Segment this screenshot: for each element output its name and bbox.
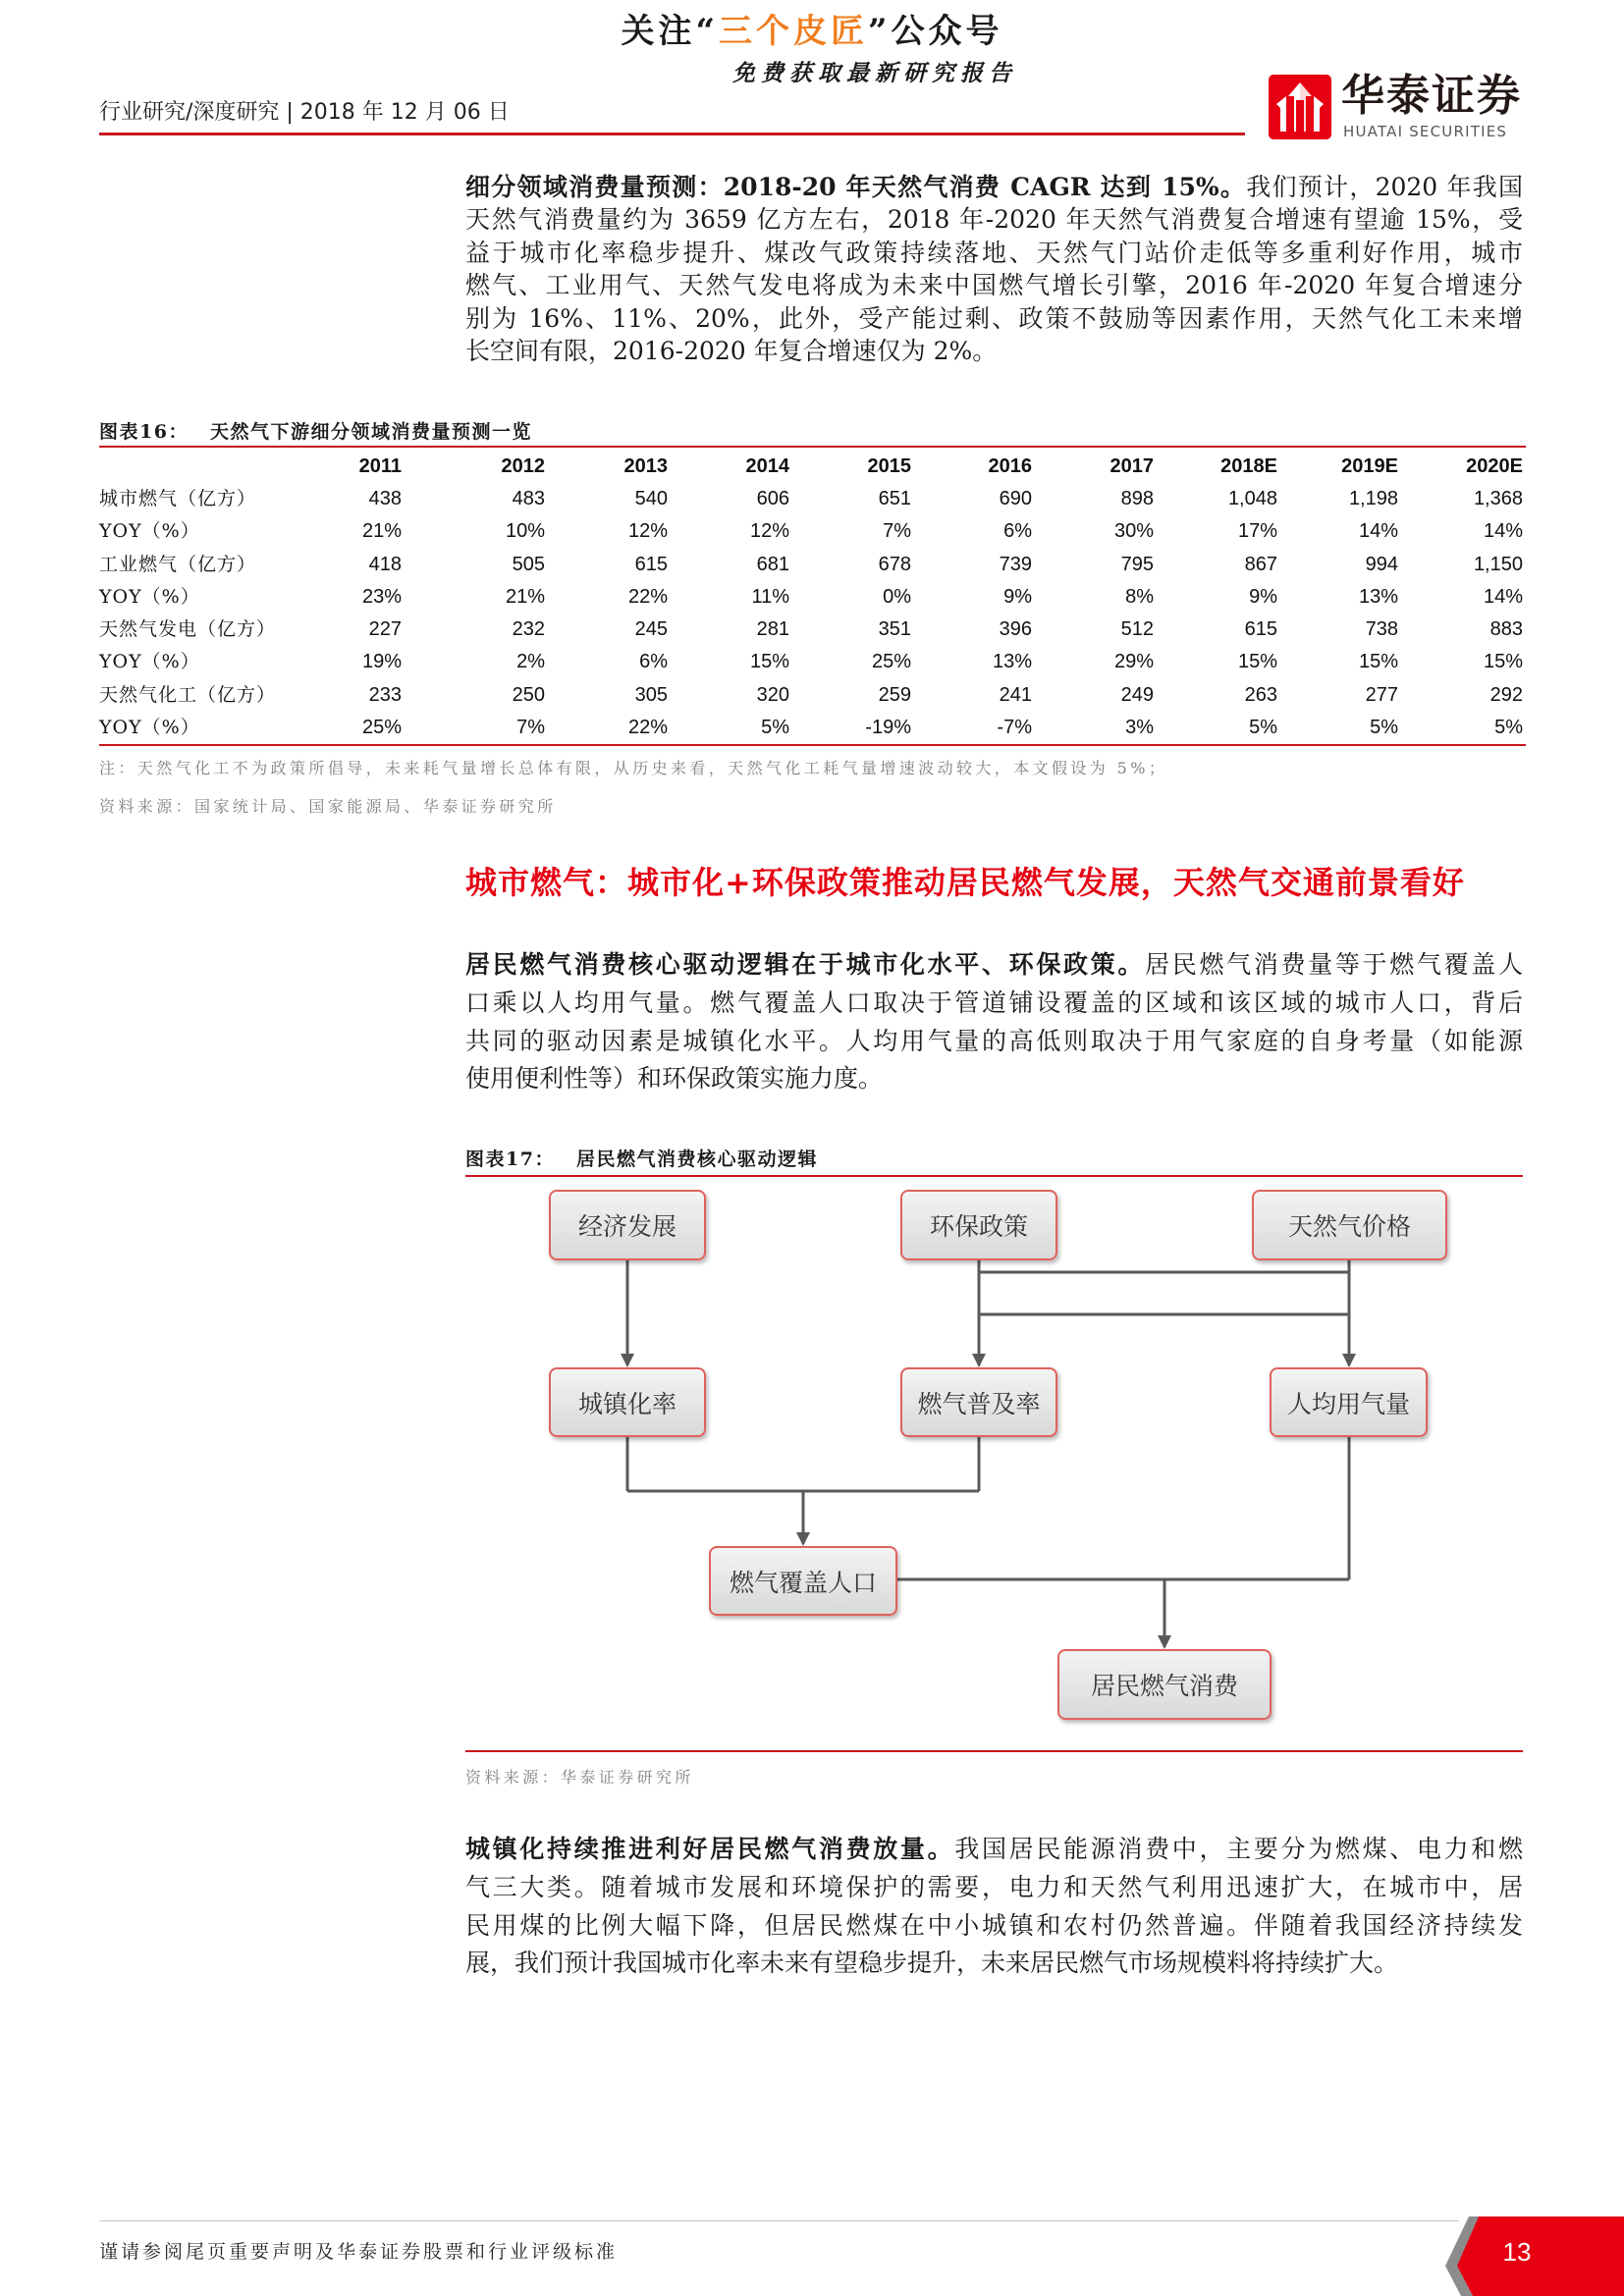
table-cell: 606 [756, 488, 789, 509]
figure-caption: 居民燃气消费核心驱动逻辑 [575, 1148, 818, 1170]
diagram-connectors [465, 1177, 1523, 1750]
table-cell: 17% [1237, 520, 1277, 543]
table-cell: 249 [1120, 683, 1154, 706]
paragraph-line: 燃气、工业用气、天然气发电将成为未来中国燃气增长引擎，2016 年-2020 年复合增速分 [465, 271, 1523, 300]
table-row [99, 549, 1526, 581]
figure-source: 资料来源：华泰证券研究所 [465, 1768, 694, 1787]
row-label: 天然气化工（亿方） [99, 683, 277, 706]
table-header-cell: 2017 [1110, 455, 1154, 477]
table-row [99, 712, 1526, 744]
paragraph-line: 气三大类。随着城市发展和环境保护的需要，电力和天然气利用迅速扩大，在城市中，居 [465, 1872, 1523, 1901]
figure-17-title [465, 1147, 818, 1172]
table-cell: 678 [878, 553, 911, 575]
figure-label: 图表16： [99, 421, 189, 443]
table-cell: 14% [1358, 520, 1398, 543]
section-heading: 城市燃气：城市化+环保政策推动居民燃气发展，天然气交通前景看好 [465, 864, 1465, 901]
table-cell: 23% [361, 585, 402, 608]
node-per-capita-usage: 人均用气量 [1270, 1367, 1428, 1437]
table-cell: 245 [634, 618, 668, 641]
footer-rule [99, 2220, 1459, 2221]
paragraph-line: 使用便利性等）和环保政策实施力度。 [465, 1064, 884, 1094]
table-cell: 241 [999, 683, 1032, 706]
table-cell: 15% [1483, 651, 1523, 673]
table-row [99, 614, 1526, 646]
promo-open-quote: “ [695, 12, 719, 51]
node-gas-penetration: 燃气普及率 [900, 1367, 1057, 1437]
promo-prefix: 关注 [621, 12, 696, 51]
table-source: 资料来源：国家统计局、国家能源局、华泰证券研究所 [99, 797, 557, 816]
table-cell: 227 [368, 618, 402, 641]
driver-logic-diagram [465, 1177, 1523, 1750]
paragraph-line: 长空间有限，2016-2020 年复合增速仅为 2%。 [465, 336, 998, 365]
row-label: YOY（%） [99, 585, 200, 608]
table-header-cell [99, 450, 282, 483]
node-covered-population: 燃气覆盖人口 [709, 1546, 897, 1616]
table-cell: 5% [1494, 717, 1523, 739]
table-cell: 2% [516, 651, 545, 673]
table-cell: 15% [749, 651, 789, 673]
table-cell: 681 [756, 553, 789, 575]
table-cell: 512 [1120, 618, 1154, 641]
table-cell: 250 [512, 683, 545, 706]
table-header-cell: 2014 [745, 455, 789, 477]
table-cell: 1,048 [1227, 488, 1277, 509]
table-cell: 351 [878, 618, 911, 641]
table-cell: 9% [1249, 585, 1277, 608]
table-cell: -7% [997, 717, 1032, 739]
table-cell: 396 [999, 618, 1032, 641]
table-header-cell: 2016 [988, 455, 1032, 477]
table-cell: 13% [1358, 585, 1398, 608]
table-cell: 738 [1365, 618, 1398, 641]
footer-disclaimer: 谨请参阅尾页重要声明及华泰证券股票和行业评级标准 [99, 2241, 619, 2263]
node-gas-price: 天然气价格 [1252, 1190, 1447, 1260]
table-cell: 15% [1237, 651, 1277, 673]
table-cell: 29% [1113, 651, 1154, 673]
table-cell: 14% [1483, 520, 1523, 543]
table-cell: 615 [634, 553, 668, 575]
paragraph-line: 民用煤的比例大幅下降，但居民燃煤在中小城镇和农村仍然普遍。伴随着我国经济持续发 [465, 1910, 1523, 1940]
table-cell: 25% [871, 651, 911, 673]
table-cell: -19% [865, 717, 911, 739]
paragraph-text: 我国居民能源消费中，主要分为燃煤、电力和燃 [954, 1835, 1523, 1863]
promo-close-quote: ” [868, 12, 892, 51]
table-note: 注：天然气化工不为政策所倡导，未来耗气量增长总体有限，从历史来看，天然气化工耗气量增速波动较大，本文假设为 5%； [99, 759, 1168, 777]
table-16-title [99, 419, 532, 445]
logo-wordmark-cn: 华泰证券 [1341, 71, 1522, 121]
consumption-forecast-table [99, 450, 1526, 744]
table-cell: 1,368 [1473, 488, 1523, 509]
table-cell: 3% [1125, 717, 1154, 739]
table-cell: 21% [361, 520, 402, 543]
row-label: YOY（%） [99, 520, 200, 543]
node-economic-development: 经济发展 [549, 1190, 706, 1260]
table-cell: 11% [751, 585, 789, 608]
huatai-logo-icon [1269, 75, 1331, 139]
table-cell: 259 [878, 683, 911, 706]
table-cell: 8% [1125, 585, 1154, 608]
table-cell: 320 [756, 683, 789, 706]
table-cell: 739 [999, 553, 1032, 575]
table-cell: 9% [1003, 585, 1032, 608]
table-cell: 690 [999, 488, 1032, 509]
page-number: 13 [1502, 2237, 1532, 2267]
table-row [99, 515, 1526, 548]
table-cell: 5% [761, 717, 789, 739]
node-urbanization-rate: 城镇化率 [549, 1367, 706, 1437]
logo-wordmark-en: HUATAI SECURITIES [1343, 123, 1508, 140]
paragraph-text: 我们预计，2020 年我国 [1246, 173, 1523, 201]
table-cell: 22% [627, 585, 668, 608]
row-label: 天然气发电（亿方） [99, 618, 277, 641]
table-cell: 281 [756, 618, 789, 641]
promo-subtitle: 免费获取最新研究报告 [732, 60, 1017, 86]
table-cell: 19% [361, 651, 402, 673]
intro-paragraph [465, 171, 1523, 367]
table-cell: 883 [1489, 618, 1523, 641]
table-bottom-rule [99, 744, 1526, 746]
table-cell: 30% [1113, 520, 1154, 543]
paragraph-line [465, 1831, 1523, 1869]
figure-caption: 天然气下游细分领域消费量预测一览 [209, 421, 532, 443]
table-cell: 10% [505, 520, 545, 543]
table-cell: 7% [883, 520, 911, 543]
table-top-rule [99, 446, 1526, 448]
promo-title [0, 10, 1624, 53]
table-cell: 540 [634, 488, 668, 509]
table-cell: 14% [1483, 585, 1523, 608]
table-cell: 13% [992, 651, 1032, 673]
table-cell: 615 [1244, 618, 1277, 641]
table-cell: 898 [1120, 488, 1154, 509]
table-cell: 12% [749, 520, 789, 543]
paragraph-lead: 居民燃气消费核心驱动逻辑在于城市化水平、环保政策。 [465, 950, 1146, 979]
paragraph-lead: 城镇化持续推进利好居民燃气消费放量。 [465, 1835, 955, 1863]
table-cell: 232 [512, 618, 545, 641]
table-cell: 6% [639, 651, 668, 673]
table-cell: 292 [1489, 683, 1523, 706]
table-header-cell: 2011 [358, 455, 402, 477]
table-cell: 438 [368, 488, 402, 509]
table-cell: 994 [1365, 553, 1398, 575]
table-cell: 0% [883, 585, 911, 608]
table-cell: 233 [368, 683, 402, 706]
table-row [99, 679, 1526, 712]
table-cell: 1,198 [1348, 488, 1398, 509]
table-cell: 277 [1365, 683, 1398, 706]
header-rule [99, 133, 1245, 135]
paragraph-line: 口乘以人均用气量。燃气覆盖人口取决于管道铺设覆盖的区域和该区域的城市人口，背后 [465, 988, 1523, 1017]
table-cell: 305 [634, 683, 668, 706]
drivers-paragraph [465, 946, 1523, 1098]
table-cell: 418 [368, 553, 402, 575]
node-residential-consumption: 居民燃气消费 [1057, 1649, 1272, 1720]
promo-suffix: 公众号 [891, 12, 1003, 51]
paragraph-text: 居民燃气消费量等于燃气覆盖人 [1145, 950, 1523, 979]
figure-label: 图表17： [465, 1148, 555, 1170]
table-cell: 483 [512, 488, 545, 509]
table-cell: 12% [627, 520, 668, 543]
table-cell: 5% [1370, 717, 1398, 739]
paragraph-line [465, 171, 1523, 203]
report-type-date: 行业研究/深度研究 | 2018 年 12 月 06 日 [99, 100, 510, 125]
promo-highlight: 三个皮匠 [719, 12, 868, 51]
table-cell: 15% [1358, 651, 1398, 673]
table-cell: 867 [1244, 553, 1277, 575]
urbanization-paragraph [465, 1831, 1523, 1983]
paragraph-line: 展，我们预计我国城市化率未来有望稳步提升，未来居民燃气市场规模料将持续扩大。 [465, 1949, 1399, 1978]
table-header-cell: 2018E [1220, 455, 1277, 477]
paragraph-line: 天然气消费量约为 3659 亿方左右，2018 年-2020 年天然气消费复合增速有望逾 15%，受 [465, 205, 1523, 235]
row-label: 城市燃气（亿方） [99, 488, 257, 509]
paragraph-line: 别为 16%、11%、20%，此外，受产能过剩、政策不鼓励等因素作用，天然气化工未来增 [465, 303, 1523, 333]
table-header-cell: 2012 [501, 455, 545, 477]
table-cell: 795 [1120, 553, 1154, 575]
table-row [99, 483, 1526, 515]
paragraph-line: 共同的驱动因素是城镇化水平。人均用气量的高低则取决于用气家庭的自身考量（如能源 [465, 1026, 1523, 1055]
table-cell: 1,150 [1473, 553, 1523, 575]
table-cell: 22% [627, 717, 668, 739]
table-cell: 5% [1249, 717, 1277, 739]
paragraph-lead: 细分领域消费量预测：2018-20 年天然气消费 CAGR 达到 15%。 [465, 173, 1247, 201]
paragraph-line: 益于城市化率稳步提升、煤改气政策持续落地、天然气门站价走低等多重利好作用，城市 [465, 238, 1523, 267]
table-cell: 6% [1003, 520, 1032, 543]
table-header-row [99, 450, 1526, 483]
row-label: YOY（%） [99, 651, 200, 673]
table-row [99, 646, 1526, 678]
table-cell: 25% [361, 717, 402, 739]
table-header-cell: 2019E [1341, 455, 1398, 477]
table-cell: 505 [512, 553, 545, 575]
table-header-cell: 2013 [623, 455, 668, 477]
table-row [99, 581, 1526, 614]
paragraph-line [465, 946, 1523, 985]
table-cell: 651 [878, 488, 911, 509]
row-label: 工业燃气（亿方） [99, 553, 257, 575]
row-label: YOY（%） [99, 717, 200, 739]
table-cell: 21% [505, 585, 545, 608]
table-cell: 263 [1244, 683, 1277, 706]
table-header-cell: 2015 [867, 455, 911, 477]
figure-bottom-rule [465, 1750, 1523, 1752]
table-header-cell: 2020E [1466, 455, 1523, 477]
table-cell: 7% [516, 717, 545, 739]
node-environmental-policy: 环保政策 [900, 1190, 1057, 1260]
